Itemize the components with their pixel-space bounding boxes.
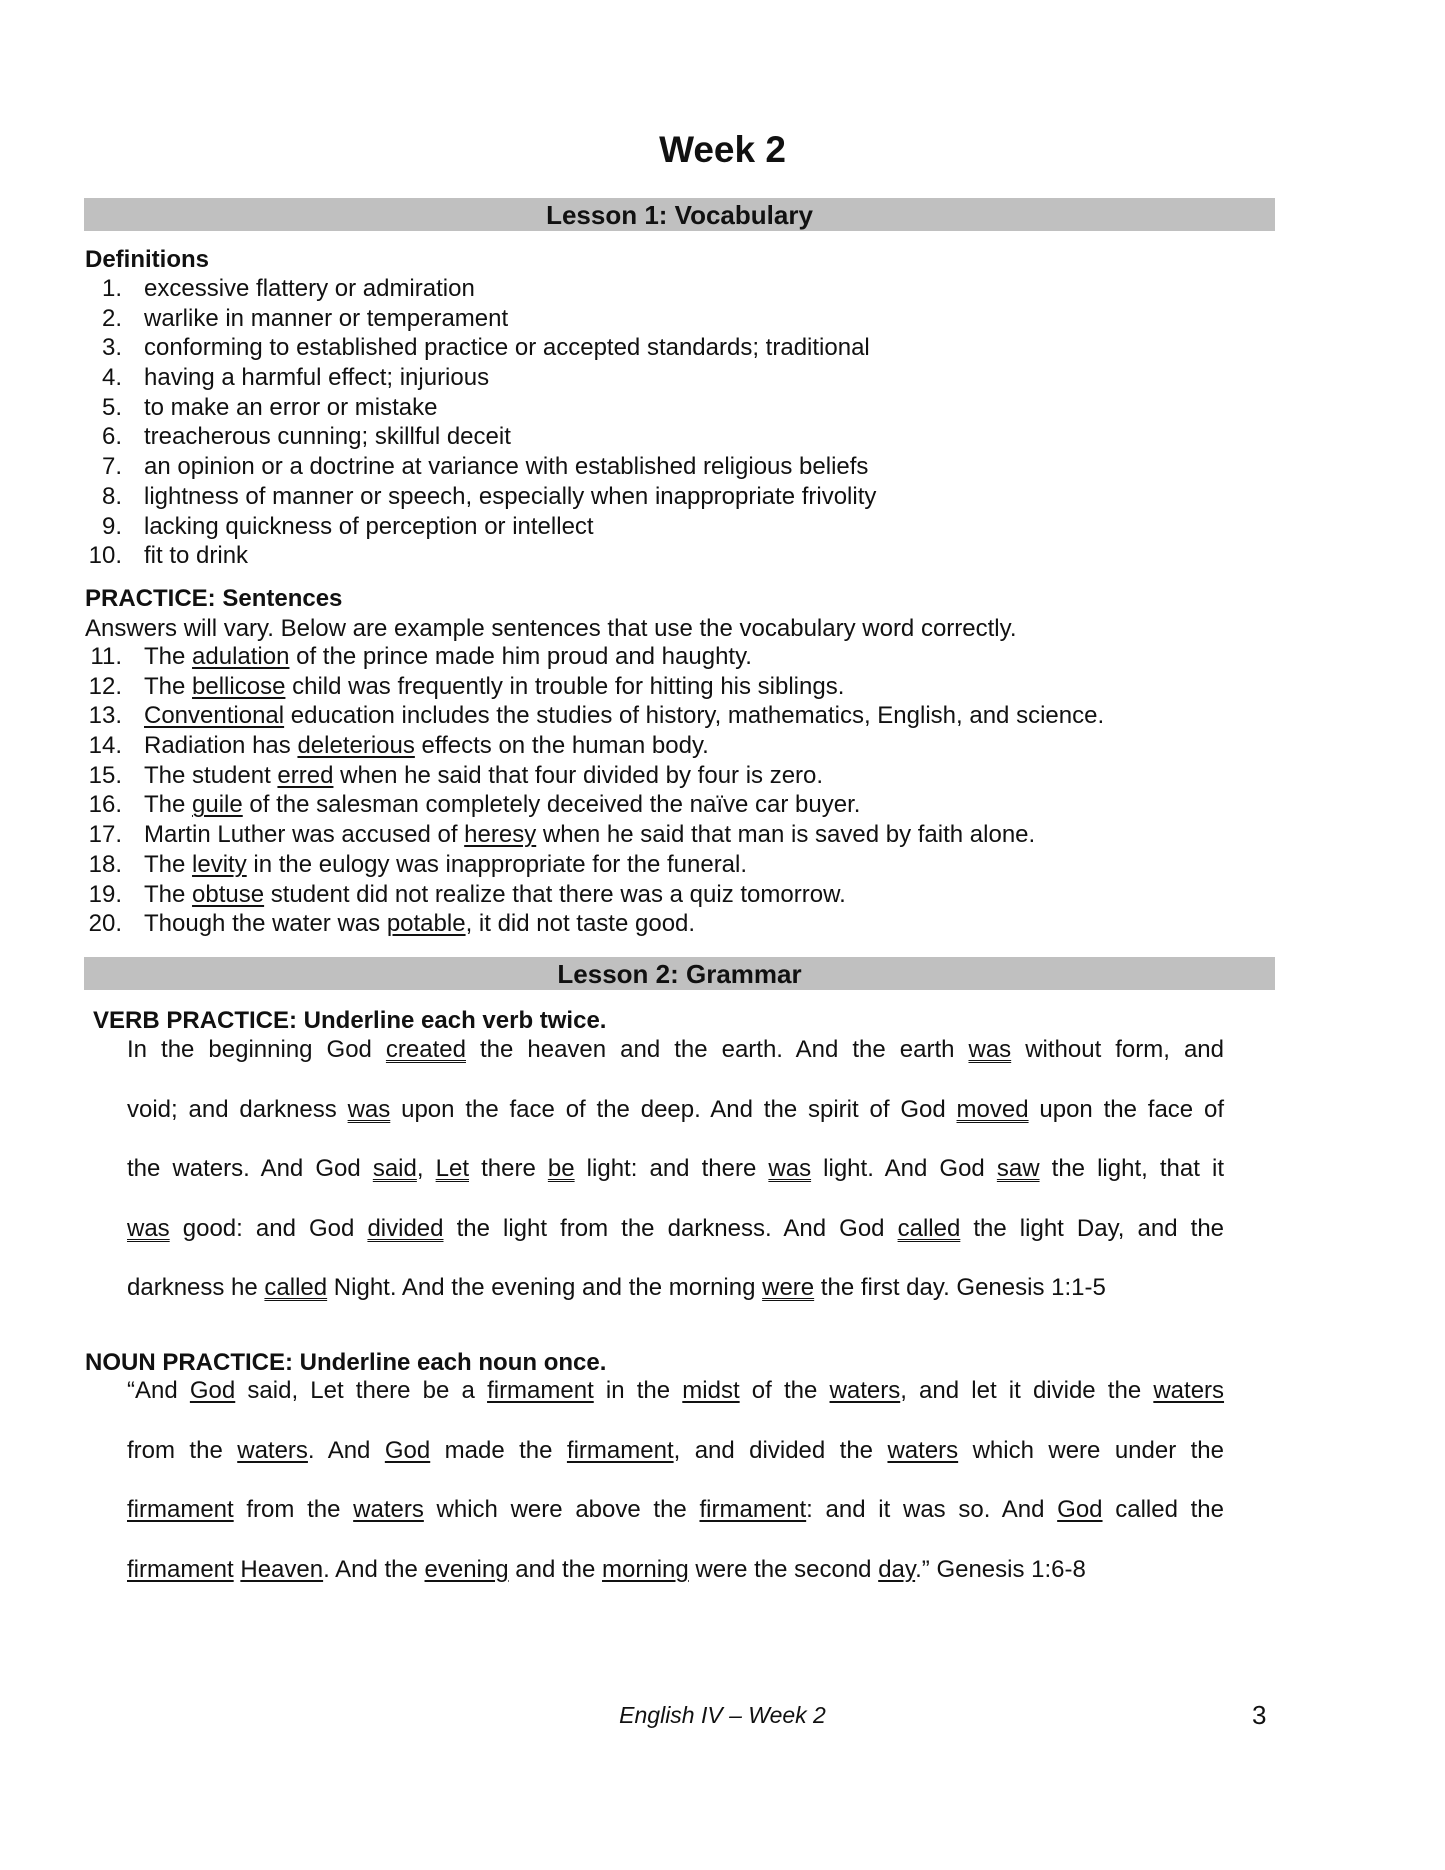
vocabulary-word: obtuse [192, 880, 265, 908]
page-number: 3 [1252, 1700, 1267, 1730]
definition-text: fit to drink [144, 542, 249, 570]
sentence-text-after: when he said that man is saved by faith alone. [536, 821, 1036, 849]
underlined-noun: God [189, 1377, 236, 1404]
passage-text: the waters. And God [127, 1155, 373, 1183]
passage-line [127, 1096, 1224, 1156]
passage-text: the light Day, and the [960, 1214, 1225, 1242]
passage-text: . And the [323, 1555, 425, 1583]
underlined-verb: moved [956, 1095, 1029, 1123]
item-number: 11. [90, 643, 122, 670]
vocabulary-word: bellicose [192, 672, 286, 700]
sentence-text-before: The [144, 791, 193, 819]
sentence-text-after: of the prince made him proud and haughty. [289, 643, 752, 670]
definitions-list [84, 274, 876, 571]
underlined-noun: firmament [127, 1555, 234, 1583]
sentence-text-after: student did not realize that there was a quiz tomorrow. [264, 880, 846, 908]
definition-text: warlike in manner or temperament [144, 304, 509, 332]
passage-text: light: and there [574, 1155, 769, 1183]
definition-text: lacking quickness of perception or intellect [144, 512, 594, 540]
sentence-text-after: of the salesman completely deceived the naïve car buyer. [242, 791, 861, 819]
item-number: 4. [101, 364, 122, 392]
passage-text: without form, and [1011, 1036, 1224, 1063]
passage-text: which were above the [423, 1496, 700, 1524]
passage-text: Night. And the evening and the morning [327, 1274, 763, 1302]
underlined-verb: Let [435, 1155, 469, 1183]
sentence-text-after: when he said that four divided by four is zero. [333, 761, 824, 789]
definition-text: excessive flattery or admiration [144, 275, 475, 302]
underlined-noun: morning [602, 1555, 689, 1583]
definition-text: having a harmful effect; injurious [144, 364, 490, 392]
item-number: 13. [88, 702, 122, 730]
practice-intro: Answers will vary. Below are example sentences that use the vocabulary word correctly. [85, 615, 1017, 642]
underlined-verb: divided [367, 1214, 444, 1242]
passage-text: there [469, 1155, 548, 1183]
passage-text: called the [1102, 1496, 1224, 1524]
sentence-item [84, 850, 1104, 880]
sentence-item [84, 731, 1104, 761]
sentence-item [84, 880, 1104, 910]
item-number: 7. [101, 453, 122, 481]
underlined-verb: called [264, 1274, 328, 1302]
sentence-text-before: The [144, 850, 193, 878]
definition-text: an opinion or a doctrine at variance with established religious beliefs [144, 453, 869, 481]
sentence-text-after: child was frequently in trouble for hitting his siblings. [285, 672, 845, 700]
definitions-heading: Definitions [85, 246, 209, 273]
item-number: 8. [101, 482, 122, 510]
underlined-noun: Heaven [240, 1555, 324, 1583]
passage-text: void; and darkness [127, 1095, 348, 1123]
sentence-text-before: The [144, 672, 193, 700]
passage-text: of the [739, 1377, 830, 1404]
passage-line [127, 1496, 1224, 1556]
sentence-text-after: , it did not taste good. [465, 910, 696, 938]
definition-text: lightness of manner or speech, especially when inappropriate frivolity [144, 482, 877, 510]
underlined-verb: called [897, 1214, 961, 1242]
underlined-verb: was [768, 1155, 812, 1183]
definition-item [84, 274, 876, 304]
sentence-text-before: Radiation has [144, 732, 298, 760]
sentence-item [84, 790, 1104, 820]
underlined-verb: saw [996, 1155, 1040, 1183]
sentence-text-before: Martin Luther was accused of [144, 821, 465, 849]
verb-practice-passage [127, 1036, 1224, 1334]
vocabulary-word: erred [277, 761, 334, 789]
definition-text: conforming to established practice or accepted standards; traditional [144, 334, 870, 362]
underlined-noun: waters [1153, 1377, 1225, 1404]
definition-item [84, 541, 876, 571]
vocabulary-word: deleterious [297, 732, 415, 760]
item-number: 17. [88, 821, 122, 849]
sentence-text-after: education includes the studies of history, mathematics, English, and science. [284, 702, 1105, 730]
underlined-verb: were [762, 1274, 815, 1302]
passage-text: which were under the [958, 1436, 1225, 1464]
sentence-text-after: in the eulogy was inappropriate for the funeral. [246, 850, 748, 878]
passage-text: the light from the darkness. And God [443, 1214, 898, 1242]
item-number: 18. [88, 850, 122, 878]
passage-text: made the [430, 1436, 567, 1464]
item-number: 9. [101, 512, 122, 540]
underlined-noun: waters [353, 1496, 424, 1524]
passage-line [127, 1215, 1224, 1275]
passage-text: . And [307, 1436, 385, 1464]
vocabulary-word: adulation [192, 643, 290, 670]
vocabulary-word: levity [192, 850, 247, 878]
definition-text: to make an error or mistake [144, 393, 438, 421]
passage-text: : and it was so. And [806, 1496, 1058, 1524]
vocabulary-word: guile [192, 791, 243, 819]
sentence-item [84, 701, 1104, 731]
verb-practice-heading: VERB PRACTICE: Underline each verb twice. [93, 1007, 607, 1034]
sentence-item [84, 909, 1104, 939]
definition-item [84, 422, 876, 452]
sentences-list [84, 642, 1104, 939]
item-number: 6. [101, 423, 122, 451]
item-number: 14. [88, 732, 122, 760]
lesson2-heading-band: Lesson 2: Grammar [84, 957, 1275, 990]
item-number: 20. [88, 910, 122, 938]
underlined-verb: said [372, 1155, 417, 1183]
noun-practice-heading: NOUN PRACTICE: Underline each noun once. [85, 1349, 607, 1376]
passage-text: said, Let there be a [235, 1377, 488, 1404]
sentence-text-before: Though the water was [144, 910, 387, 938]
sentence-text-before: The [144, 880, 193, 908]
passage-text: and the [508, 1555, 603, 1583]
underlined-verb: created [385, 1036, 466, 1063]
definition-item [84, 393, 876, 423]
lesson1-heading-band: Lesson 1: Vocabulary [84, 198, 1275, 231]
item-number: 16. [88, 791, 122, 819]
passage-text: , and divided the [673, 1436, 888, 1464]
item-number: 10. [88, 542, 122, 570]
vocabulary-word: potable [386, 910, 466, 938]
item-number: 15. [88, 761, 122, 789]
passage-text: darkness he [127, 1274, 265, 1302]
underlined-verb: was [347, 1095, 391, 1123]
sentence-item [84, 761, 1104, 791]
definition-item [84, 482, 876, 512]
item-number: 12. [88, 672, 122, 700]
passage-text: in the [593, 1377, 683, 1404]
passage-text: the heaven and the earth. And the earth [465, 1036, 969, 1063]
underlined-noun: firmament [487, 1377, 594, 1404]
page-title: Week 2 [659, 129, 786, 170]
definition-item [84, 363, 876, 393]
item-number: 1. [101, 275, 122, 302]
passage-text: the first day. Genesis 1:1-5 [814, 1274, 1106, 1302]
passage-text: , and let it divide the [900, 1377, 1154, 1404]
underlined-noun: day [878, 1555, 916, 1583]
sentence-item [84, 820, 1104, 850]
definition-text: treacherous cunning; skillful deceit [144, 423, 511, 451]
underlined-noun: God [384, 1436, 431, 1464]
item-number: 3. [101, 334, 122, 362]
practice-sentences-heading: PRACTICE: Sentences [85, 585, 343, 612]
passage-text: good: and God [169, 1214, 368, 1242]
passage-line [127, 1377, 1224, 1437]
passage-line [127, 1155, 1224, 1215]
passage-text: In the beginning God [127, 1036, 386, 1063]
passage-text: .” Genesis 1:6-8 [915, 1555, 1086, 1583]
sentence-text-after: effects on the human body. [414, 732, 709, 760]
sentence-item [84, 672, 1104, 702]
underlined-noun: firmament [127, 1496, 234, 1524]
underlined-noun: waters [829, 1377, 901, 1404]
passage-line [127, 1556, 1224, 1616]
underlined-verb: be [547, 1155, 575, 1183]
underlined-noun: firmament [699, 1496, 807, 1524]
passage-text: were the second [688, 1555, 879, 1583]
item-number: 19. [88, 880, 122, 908]
passage-line [127, 1274, 1224, 1334]
sentence-text-before: The [144, 643, 193, 670]
passage-text: upon the face of the deep. And the spirit of God [390, 1095, 957, 1123]
passage-text: from the [127, 1436, 238, 1464]
passage-text: , [416, 1155, 436, 1183]
vocabulary-word: heresy [464, 821, 537, 849]
underlined-noun: God [1057, 1496, 1103, 1524]
passage-text: upon the face of [1028, 1095, 1224, 1123]
noun-practice-passage [127, 1377, 1224, 1615]
sentence-text-before: The student [144, 761, 278, 789]
item-number: 2. [101, 304, 122, 332]
passage-text: light. And God [811, 1155, 997, 1183]
definition-item [84, 333, 876, 363]
underlined-verb: was [968, 1036, 1012, 1063]
definition-item [84, 304, 876, 334]
passage-text: from the [233, 1496, 354, 1524]
footer-course-label: English IV – Week 2 [619, 1702, 826, 1728]
underlined-verb: was [127, 1214, 170, 1242]
item-number: 5. [101, 393, 122, 421]
underlined-noun: midst [682, 1377, 740, 1404]
definition-item [84, 512, 876, 542]
passage-line [127, 1437, 1224, 1497]
vocabulary-word: Conventional [144, 702, 285, 730]
underlined-noun: waters [887, 1436, 959, 1464]
underlined-noun: firmament [566, 1436, 674, 1464]
underlined-noun: evening [424, 1555, 509, 1583]
sentence-item [84, 642, 1104, 672]
definition-item [84, 452, 876, 482]
passage-text: the light, that it [1039, 1155, 1225, 1183]
passage-line [127, 1036, 1224, 1096]
underlined-noun: waters [237, 1436, 308, 1464]
passage-text: “And [127, 1377, 190, 1404]
